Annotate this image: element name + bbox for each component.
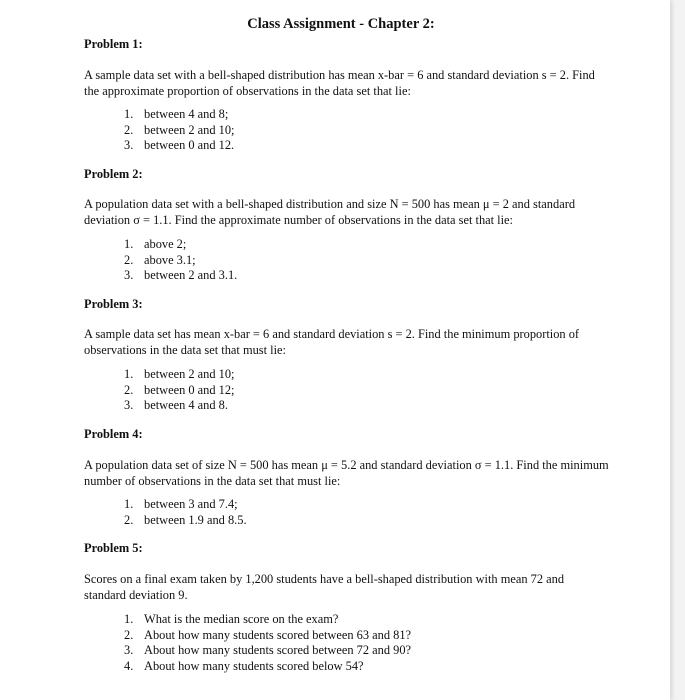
list-item: 3. between 4 and 8. xyxy=(124,398,228,412)
list-item: 4. About how many students scored below 54? xyxy=(124,658,364,673)
problem-2-text: A population data set with a bell-shaped distribution and size N = 500 has mean μ = 2 and standard deviation σ = 1.1. Find the approximate number of observations in the data set that lie: xyxy=(84,197,576,227)
problem-5-heading: Problem 5: xyxy=(84,541,143,555)
problem-1-list xyxy=(84,107,235,154)
list-item: 2. About how many students scored between 63 and 81? xyxy=(124,627,412,642)
list-item: 3. About how many students scored between 72 and 90? xyxy=(124,643,412,657)
list-item: 2. between 0 and 12; xyxy=(124,382,235,397)
problem-5-list xyxy=(84,612,411,674)
list-item: 2. between 2 and 10; xyxy=(124,122,235,137)
list-item: 1. between 4 and 8; xyxy=(124,107,229,121)
list-item: 1. between 2 and 10; xyxy=(124,367,235,381)
problem-4-list xyxy=(84,497,247,528)
problem-1-text: A sample data set with a bell-shaped distribution has mean x-bar = 6 and standard deviation s = 2. Find the approximate proportion of observations in the data set that lie: xyxy=(84,68,595,98)
list-item: 2. above 3.1; xyxy=(124,252,196,267)
list-item: 1. What is the median score on the exam? xyxy=(124,612,339,626)
problem-2-heading: Problem 2: xyxy=(84,167,143,181)
problem-4-text: A population data set of size N = 500 has mean μ = 5.2 and standard deviation σ = 1.1. Find the minimum number of observations in the data set that must lie: xyxy=(84,458,609,488)
list-item: 1. between 3 and 7.4; xyxy=(124,497,238,511)
document-title: Class Assignment - Chapter 2: xyxy=(247,16,435,32)
problem-4-heading: Problem 4: xyxy=(84,427,143,441)
list-item: 3. between 0 and 12. xyxy=(124,138,235,152)
problem-3-heading: Problem 3: xyxy=(84,297,143,311)
problem-2-list xyxy=(84,237,237,284)
problem-3-list xyxy=(84,367,235,414)
problem-5-text: Scores on a final exam taken by 1,200 students have a bell-shaped distribution with mean 72 and standard deviation 9. xyxy=(84,572,565,602)
list-item: 2. between 1.9 and 8.5. xyxy=(124,512,247,527)
problem-1-heading: Problem 1: xyxy=(84,37,143,51)
problem-3-text: A sample data set has mean x-bar = 6 and standard deviation s = 2. Find the minimum proportion of observations in the data set that must lie: xyxy=(84,327,580,357)
list-item: 3. between 2 and 3.1. xyxy=(124,268,238,282)
list-item: 1. above 2; xyxy=(124,237,187,251)
